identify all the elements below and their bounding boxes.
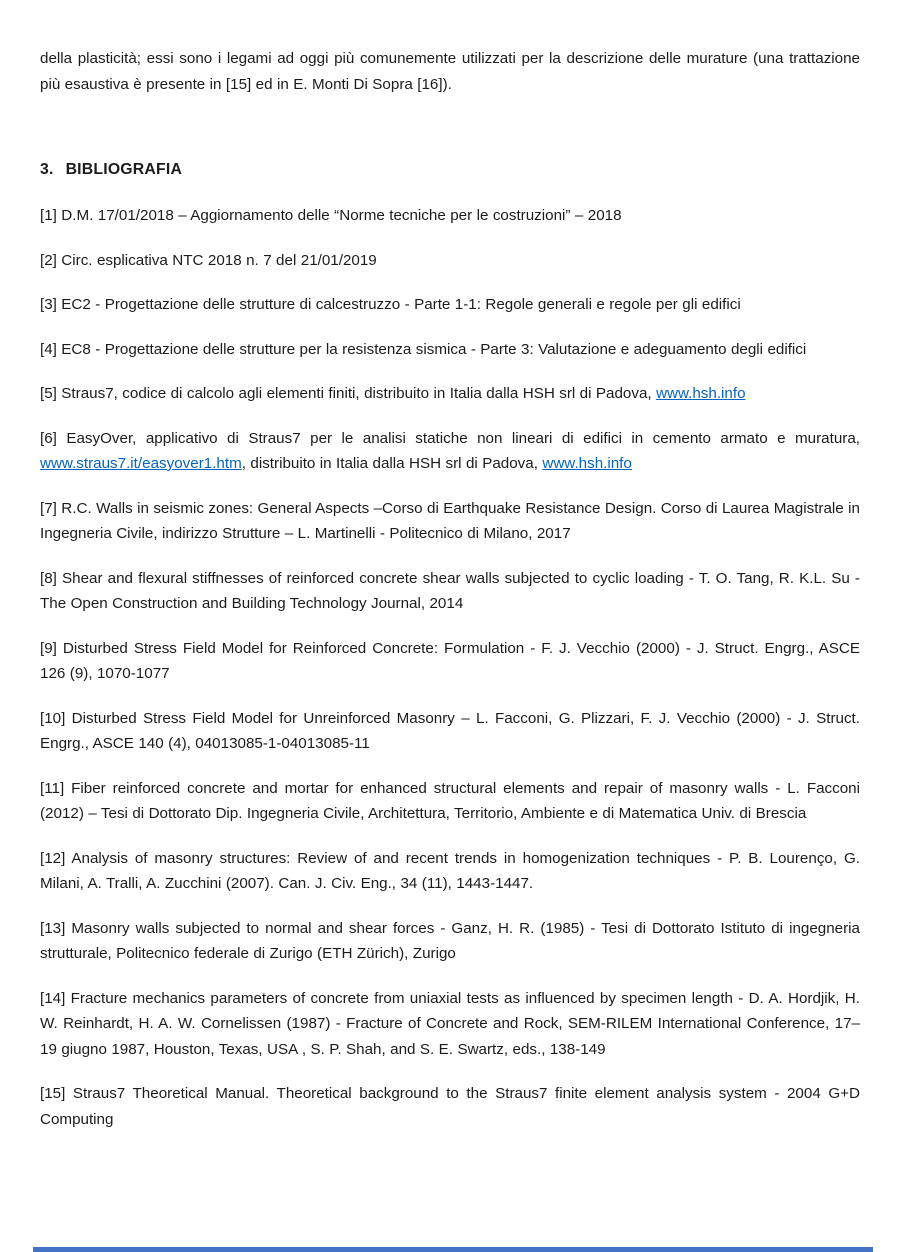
reference-item (40, 706, 860, 757)
bottom-accent-bar (33, 1247, 873, 1252)
reference-item (40, 248, 860, 274)
reference-item (40, 566, 860, 617)
reference-text: [5] Straus7, codice di calcolo agli elementi finiti, distribuito in Italia dalla HSH srl di Padova, (40, 385, 657, 402)
section-heading (40, 161, 860, 179)
section-title: BIBLIOGRAFIA (65, 161, 183, 178)
reference-item (40, 846, 860, 897)
reference-text: [6] EasyOver, applicativo di Straus7 per le analisi statiche non lineari di edifici in cemento armato e muratura, (40, 429, 860, 447)
reference-text: [4] EC8 - Progettazione delle strutture per la resistenza sismica - Parte 3: Valutazione e adeguamento degli edifici (40, 340, 807, 358)
reference-item (40, 776, 860, 827)
reference-text: [15] Straus7 Theoretical Manual. Theoretical background to the Straus7 finite element analysis system - 2004 G+D Computing (40, 1085, 860, 1128)
reference-item (40, 337, 860, 363)
intro-paragraph: della plasticità; essi sono i legami ad oggi più comunemente utilizzati per la descrizione delle murature (una trattazione più esaustiva è presente in [15] ed in E. Monti Di Sopra [16]). (40, 50, 860, 93)
reference-item (40, 916, 860, 967)
reference-text: [12] Analysis of masonry structures: Review of and recent trends in homogenization techniques - P. B. Lourenço, G. Milani, A. Tralli, A. Zucchini (2007). Can. J. Civ. Eng., 34 (11), 1443-1447. (40, 849, 860, 892)
reference-item (40, 292, 860, 318)
reference-text: [14] Fracture mechanics parameters of concrete from uniaxial tests as influenced by specimen length - D. A. Hordjik, H. W. Reinhardt, H. A. W. Cornelissen (1987) - Fracture of Concrete and Rock, SEM-RILEM International Conference, 17–19 giugno 1987, Houston, Texas, USA , S. P. Shah, and S. E. Swartz, eds., 138-149 (40, 989, 860, 1058)
reference-text: [1] D.M. 17/01/2018 – Aggiornamento delle “Norme tecniche per le costruzioni” – 2018 (40, 207, 622, 224)
section-number: 3. (40, 161, 54, 178)
hyperlink[interactable]: www.straus7.it/easyover1.htm (40, 455, 242, 472)
reference-text: [13] Masonry walls subjected to normal and shear forces - Ganz, H. R. (1985) - Tesi di Dottorato Istituto di ingegneria strutturale, Politecnico federale di Zurigo (ETH Zürich), Zurigo (40, 919, 860, 962)
reference-text: [7] R.C. Walls in seismic zones: General Aspects –Corso di Earthquake Resistance Design. Corso di Laurea Magistrale in Ingegneria Civile, indirizzo Strutture – L. Martinelli - Politecnico di Milano, 2017 (40, 499, 860, 542)
reference-text: [10] Disturbed Stress Field Model for Unreinforced Masonry – L. Facconi, G. Plizzari, F. J. Vecchio (2000) - J. Struct. Engrg., ASCE 140 (4), 04013085-1-04013085-11 (40, 709, 860, 752)
reference-text: [8] Shear and flexural stiffnesses of reinforced concrete shear walls subjected to cyclic loading - T. O. Tang, R. K.L. Su - The Open Construction and Building Technology Journal, 2014 (40, 569, 860, 612)
reference-item (40, 203, 860, 229)
reference-item (40, 986, 860, 1063)
reference-item (40, 1081, 860, 1132)
hyperlink[interactable]: www.hsh.info (542, 455, 632, 472)
reference-text: [2] Circ. esplicativa NTC 2018 n. 7 del 21/01/2019 (40, 251, 377, 269)
reference-item (40, 381, 860, 407)
reference-text: [3] EC2 - Progettazione delle strutture di calcestruzzo - Parte 1-1: Regole generali e regole per gli edifici (40, 296, 741, 313)
hyperlink[interactable]: www.hsh.info (656, 385, 746, 402)
reference-text: [11] Fiber reinforced concrete and mortar for enhanced structural elements and repair of masonry walls - L. Facconi (2012) – Tesi di Dottorato Dip. Ingegneria Civile, Architettura, Territorio, Ambiente e di Matematica Univ. di Brescia (40, 779, 860, 822)
reference-item (40, 636, 860, 687)
reference-list (40, 203, 860, 1132)
reference-text: , distribuito in Italia dalla HSH srl di Padova, (241, 455, 543, 472)
reference-item (40, 496, 860, 547)
reference-text: [9] Disturbed Stress Field Model for Reinforced Concrete: Formulation - F. J. Vecchio (2000) - J. Struct. Engrg., ASCE 126 (9), 1070-1077 (40, 639, 860, 682)
reference-item (40, 426, 860, 477)
